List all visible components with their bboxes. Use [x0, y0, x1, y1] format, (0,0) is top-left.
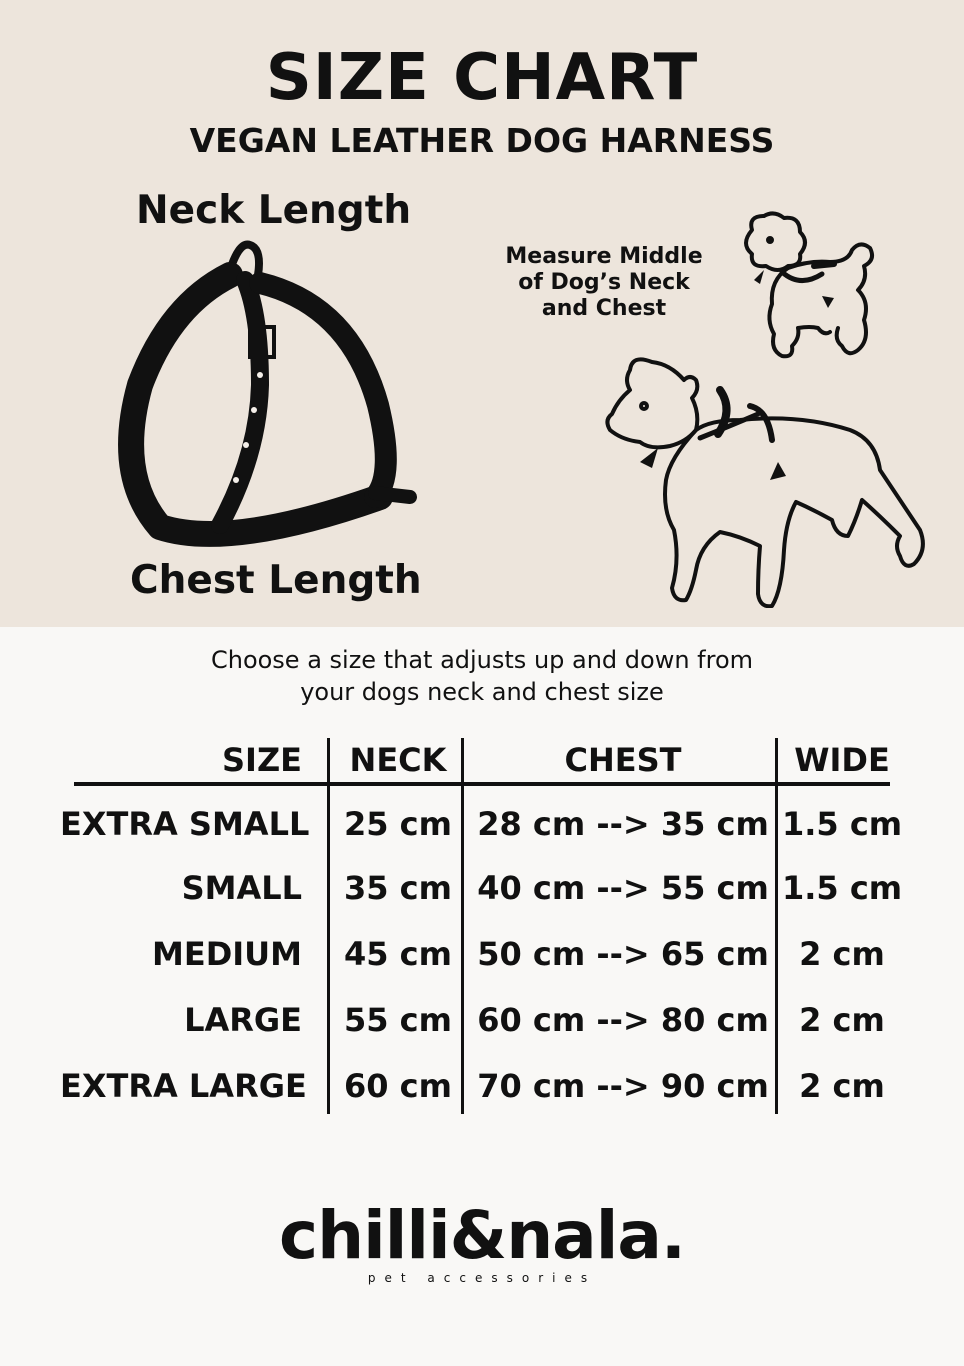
- row-size: LARGE: [184, 1001, 302, 1039]
- chest-length-label: Chest Length: [130, 558, 422, 603]
- row-neck: 45 cm: [344, 935, 452, 973]
- large-dog-icon: [600, 350, 930, 608]
- row-chest: 50 cm --> 65 cm: [477, 935, 769, 973]
- header-divider: [74, 782, 890, 786]
- row-wide: 1.5 cm: [782, 869, 903, 907]
- row-chest: 40 cm --> 55 cm: [477, 869, 769, 907]
- small-dog-icon: [730, 210, 880, 370]
- neck-length-label: Neck Length: [136, 188, 412, 233]
- page-subtitle: VEGAN LEATHER DOG HARNESS: [189, 121, 775, 160]
- column-divider: [775, 738, 778, 1114]
- row-wide: 1.5 cm: [782, 805, 903, 843]
- row-size: MEDIUM: [152, 935, 302, 973]
- row-size: EXTRA LARGE: [60, 1067, 307, 1105]
- row-wide: 2 cm: [799, 935, 885, 973]
- harness-icon: [110, 235, 430, 555]
- row-size: EXTRA SMALL: [60, 805, 310, 843]
- row-neck: 35 cm: [344, 869, 452, 907]
- column-divider: [461, 738, 464, 1114]
- row-wide: 2 cm: [799, 1001, 885, 1039]
- row-wide: 2 cm: [799, 1067, 885, 1105]
- instruction-line: your dogs neck and chest size: [300, 678, 664, 706]
- header-size: SIZE: [221, 741, 302, 779]
- brand-tagline: pet accessories: [367, 1271, 597, 1285]
- brand-logo: chilli&nala.: [279, 1197, 685, 1274]
- measure-instruction: [496, 244, 712, 322]
- header-chest: CHEST: [564, 741, 682, 779]
- size-table: [60, 738, 910, 1118]
- row-chest: 60 cm --> 80 cm: [477, 1001, 769, 1039]
- page-title: SIZE CHART: [265, 41, 699, 115]
- size-instruction: [0, 644, 964, 708]
- measure-line: and Chest: [541, 296, 667, 321]
- row-size: SMALL: [181, 869, 302, 907]
- header-wide: WIDE: [794, 741, 890, 779]
- row-chest: 70 cm --> 90 cm: [477, 1067, 769, 1105]
- measure-line: Measure Middle: [505, 244, 703, 269]
- header-neck: NECK: [349, 741, 447, 779]
- column-divider: [327, 738, 330, 1114]
- row-chest: 28 cm --> 35 cm: [477, 805, 769, 843]
- row-neck: 55 cm: [344, 1001, 452, 1039]
- row-neck: 25 cm: [344, 805, 452, 843]
- instruction-line: Choose a size that adjusts up and down from: [210, 646, 754, 674]
- row-neck: 60 cm: [344, 1067, 452, 1105]
- measure-line: of Dog’s Neck: [518, 270, 690, 295]
